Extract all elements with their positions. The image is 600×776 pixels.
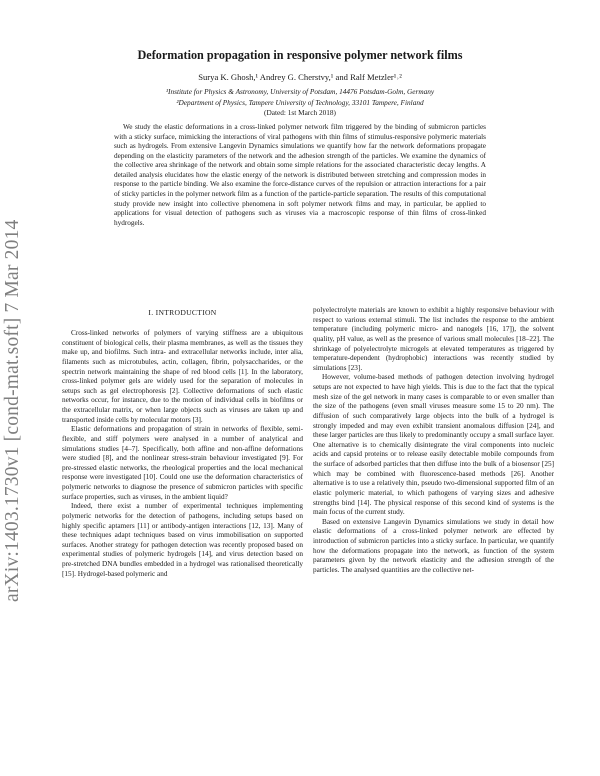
- date-line: (Dated: 1st March 2018): [264, 108, 336, 117]
- abstract: We study the elastic deformations in a cross-linked polymer network film triggered by the binding of submicron particles with a sticky surface, mimicking the interactions of viral pathogens with thin films of stimulus-responsive polymeric materials such as hydrogels. From extensive Langevin Dynamics simulations we quantify how far the network deformations propagate depending on the elasticity parameters of the network and the adhesion strength of the particles. We examine the dynamics of the collective area shrinkage of the network and obtain some simple relations for the associated characteristic decay lengths. A detailed analysis elucidates how the elastic energy of the network is distributed between stretching and compression modes in response to the particle binding. We also examine the force-distance curves of the repulsion or attraction interactions for a pair of sticky particles in the polymer network film as a function of the particle-particle separation. The results of this computational study provide new insight into collective phenomena in soft polymer network films and may, in particular, be applied to applications for visual detection of pathogens such as viruses via a macroscopic response of thin films of cross-linked hydrogels.: [114, 123, 486, 227]
- intro-paragraph-2: Elastic deformations and propagation of strain in networks of flexible, semi-flexible, and stiff polymers were analysed in a number of analytical and simulations studies [4–7]. Specifically, both affine and non-affine deformations were studied [8], and the nonlinear stress-strain behaviour investigated [9]. For pre-stressed elastic networks, the rheological properties and the local mechanical response were investigated [10]. Could one use the deformation characteristics of polymeric networks to diagnose the presence of submicron particles with specific surface properties, such as viruses, in the ambient liquid?: [62, 425, 303, 501]
- section-heading-introduction: I. INTRODUCTION: [148, 308, 217, 317]
- intro-paragraph-4: polyelectrolyte materials are known to exhibit a highly responsive behaviour with respect to various external stimuli. The list includes the response to the ambient temperature (including polymeric micro- and nanogels [16, 17]), the solvent quality, pH value, as well as the presence of various small molecules [18–22]. The shrinkage of polyelectrolyte microgels at elevated temperatures as triggered by temperature-dependent (hydrophobic) interactions was recently studied by simulations [23].: [313, 306, 554, 372]
- paper-title: Deformation propagation in responsive polymer network films: [137, 48, 463, 62]
- author-list: Surya K. Ghosh,¹ Andrey G. Cherstvy,¹ and Ralf Metzler¹˒²: [198, 72, 402, 82]
- intro-paragraph-1: Cross-linked networks of polymers of varying stiffness are a ubiquitous constituent of biological cells, their plasma membranes, as well as the tissues they make up, and biofilms. Such intra- and extracellular networks include, inter alia, filaments such as microtubules, actin, collagen, fibrin, polysaccharides, or the spectrin network maintaining the shape of red blood cells [1]. In the laboratory, cross-linked polymer gels are widely used for the separation of molecules in setups such as gel electrophoresis [2]. Collective deformations of such elastic networks occur, for instance, due to the motion of individual cells in biofilms or the extracellular matrix, or when large objects such as viruses are taken up and transported inside cells by molecular motors [3].: [62, 329, 303, 424]
- intro-paragraph-6: Based on extensive Langevin Dynamics simulations we study in detail how elastic deformations of a cross-linked polymer network are effected by introduction of submicron particles into a sticky surface. In particular, we quantify how the deformations propagate into the network, as function of the system parameters given by the network elasticity and the adhesion strength of the particles. The analysed quantities are the collective net-: [313, 517, 554, 574]
- affiliation-tampere: ²Department of Physics, Tampere University of Technology, 33101 Tampere, Finland: [176, 98, 424, 107]
- intro-paragraph-3: Indeed, there exist a number of experimental techniques implementing polymeric networks for the detection of pathogens, including setups based on highly specific aptamers [11] or antibody-antigen interactions [12, 13]. Many of these techniques adapt techniques based on virus immobilisation on supported surfaces. Another strategy for pathogen detection was recently proposed based on experimental studies of polymeric hydrogels [14], and virus detection based on pre-stretched DNA bundles embedded in a hydrogel was rationalised theoretically [15]. Hydrogel-based polymeric and: [62, 502, 303, 578]
- left-column: [62, 329, 303, 579]
- arxiv-identifier: arXiv:1403.1730v1 [cond-mat.soft] 7 Mar 2014: [2, 219, 23, 602]
- intro-paragraph-5: However, volume-based methods of pathogen detection involving hydrogel setups are not expected to have high yields. This is due to the fact that the typical mesh size of the gel network in many cases is comparable to or even smaller than the size of the pathogens (even small viruses measure some 15 to 20 nm). The diffusion of such comparatively large objects into the bulk of a hydrogel is strongly impeded and may even exhibit transient anomalous diffusion [24], and these larger particles are thus likely to predominantly occupy a small surface layer. One alternative is to chemically disintegrate the viral components into nucleic acids and capsid proteins or to release easily detectable mobile compounds from the surface of adsorbed particles that then diffuse into the bulk of a biosensor [25] which may be combined with fluorescence-based methods [26]. Another alternative is to use a relatively thin, pseudo two-dimensional supported film of an elastic polymeric material, to which pathogens of varying sizes and adhesive strengths bind [14]. The physical response of this second kind of systems is the main focus of the current study.: [313, 373, 554, 517]
- right-column: [313, 306, 554, 576]
- affiliation-potsdam: ¹Institute for Physics & Astronomy, University of Potsdam, 14476 Potsdam-Golm, Germany: [165, 87, 435, 96]
